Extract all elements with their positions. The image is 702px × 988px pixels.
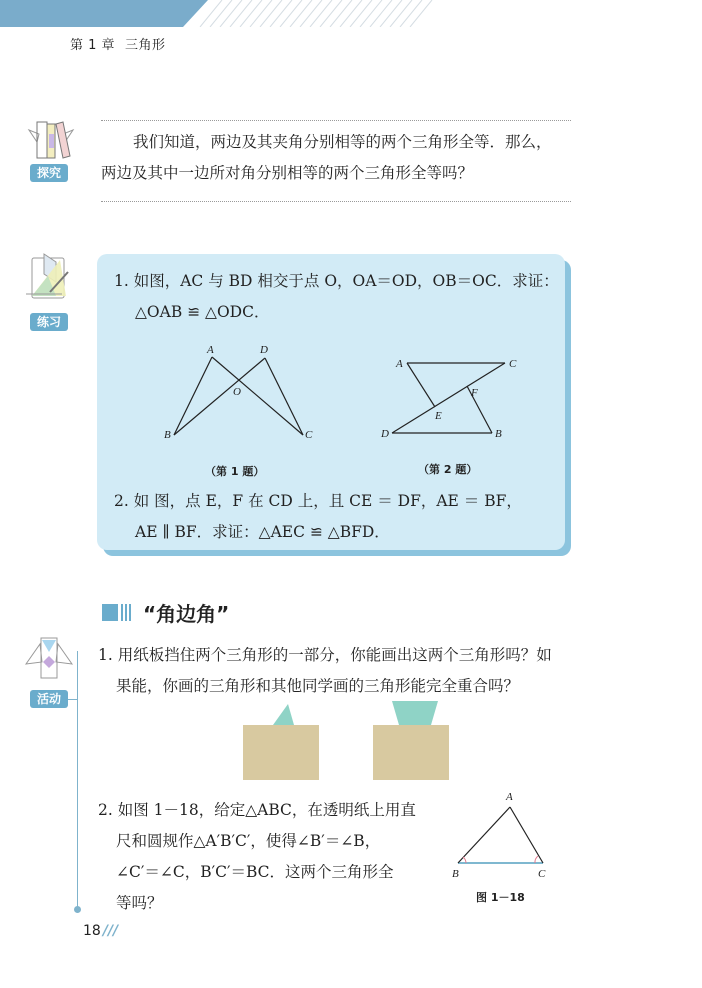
section-title: “角边角” [143,602,230,626]
activity-icon [24,636,74,686]
slashes-decoration: /// [102,923,119,939]
practice-question-2 [114,486,567,548]
figure-question-2 [375,350,525,454]
chapter-number: 第 1 章 [70,38,116,53]
activity-question-2 [98,795,448,919]
cardboard-figure-left [243,698,323,786]
section-marker-bar [129,604,131,621]
section-marker [102,604,118,621]
figure-1-caption: （第 1 题） [205,465,265,478]
q1-number: 1. [114,272,129,290]
page-number-value: 18 [83,923,101,939]
fig2-label-d: D [381,428,389,440]
fig118-label-b: B [452,868,459,878]
aq2-line-3: ∠C′＝∠C，B′C′＝BC．这两个三角形全 [116,863,394,881]
chapter-heading [70,34,166,53]
aq1-number: 1. [98,646,113,664]
cardboard-figure-right [371,698,451,786]
fig1-label-o: O [233,386,241,398]
badge-connector [68,699,77,700]
aq1-line-2: 果能，你画的三角形和其他同学画的三角形能完全重合吗？ [116,677,520,695]
divider-top [101,120,571,121]
fig2-label-a: A [396,358,403,370]
activity-question-1 [98,640,578,702]
explore-line-2: 两边及其中一边所对角分别相等的两个三角形全等吗？ [101,164,474,182]
figure-question-1 [160,340,330,454]
fig2-label-e: E [435,410,442,422]
aq1-line-1: 用纸板挡住两个三角形的一部分，你能画出这两个三角形吗？如 [117,646,552,664]
section-marker-bar [125,604,127,621]
figure-1-18-caption: 图 1－18 [476,891,525,904]
figure-2-caption: （第 2 题） [418,463,478,476]
chapter-title: 三角形 [125,38,166,53]
notebook-pencil-icon [26,252,74,306]
aq2-line-1: 如图 1－18，给定△ABC，在透明纸上用直 [117,801,416,819]
aq2-line-4: 等吗？ [116,894,163,912]
q2-line-2: AE ∥ BF．求证：△AEC ≌ △BFD． [135,523,390,541]
fig1-label-d: D [260,344,268,356]
activity-line-end-dot [74,906,81,913]
practice-question-1 [114,266,567,328]
aq2-number: 2. [98,801,113,819]
activity-badge: 活动 [30,690,68,708]
fig118-label-c: C [538,868,546,878]
header-decoration [0,0,702,27]
books-icon [27,118,75,164]
fig2-label-f: F [471,387,478,399]
fig1-label-c: C [305,429,313,441]
activity-vertical-line [77,651,78,909]
explore-line-1: 我们知道，两边及其夹角分别相等的两个三角形全等．那么， [133,133,552,151]
explore-badge: 探究 [30,164,68,182]
fig2-label-b: B [495,428,502,440]
aq2-line-2: 尺和圆规作△A′B′C′，使得∠B′＝∠B， [116,832,381,850]
practice-badge: 练习 [30,313,68,331]
q1-line-1: 如图，AC 与 BD 相交于点 O，OA＝OD，OB＝OC．求证： [133,272,559,290]
fig118-label-a: A [506,791,513,803]
q2-number: 2. [114,492,129,510]
fig2-label-c: C [509,358,517,370]
q1-line-2: △OAB ≌ △ODC． [135,303,270,321]
q2-line-1: 如 图，点 E，F 在 CD 上，且 CE ＝ DF，AE ＝ BF， [133,492,522,510]
divider-bottom [101,201,571,202]
fig1-label-b: B [164,429,171,441]
figure-1-18 [448,788,558,882]
explore-text [101,127,581,189]
page-number [83,923,118,939]
header-band [0,0,702,27]
fig1-label-a: A [207,344,214,356]
section-marker-bar [121,604,123,621]
